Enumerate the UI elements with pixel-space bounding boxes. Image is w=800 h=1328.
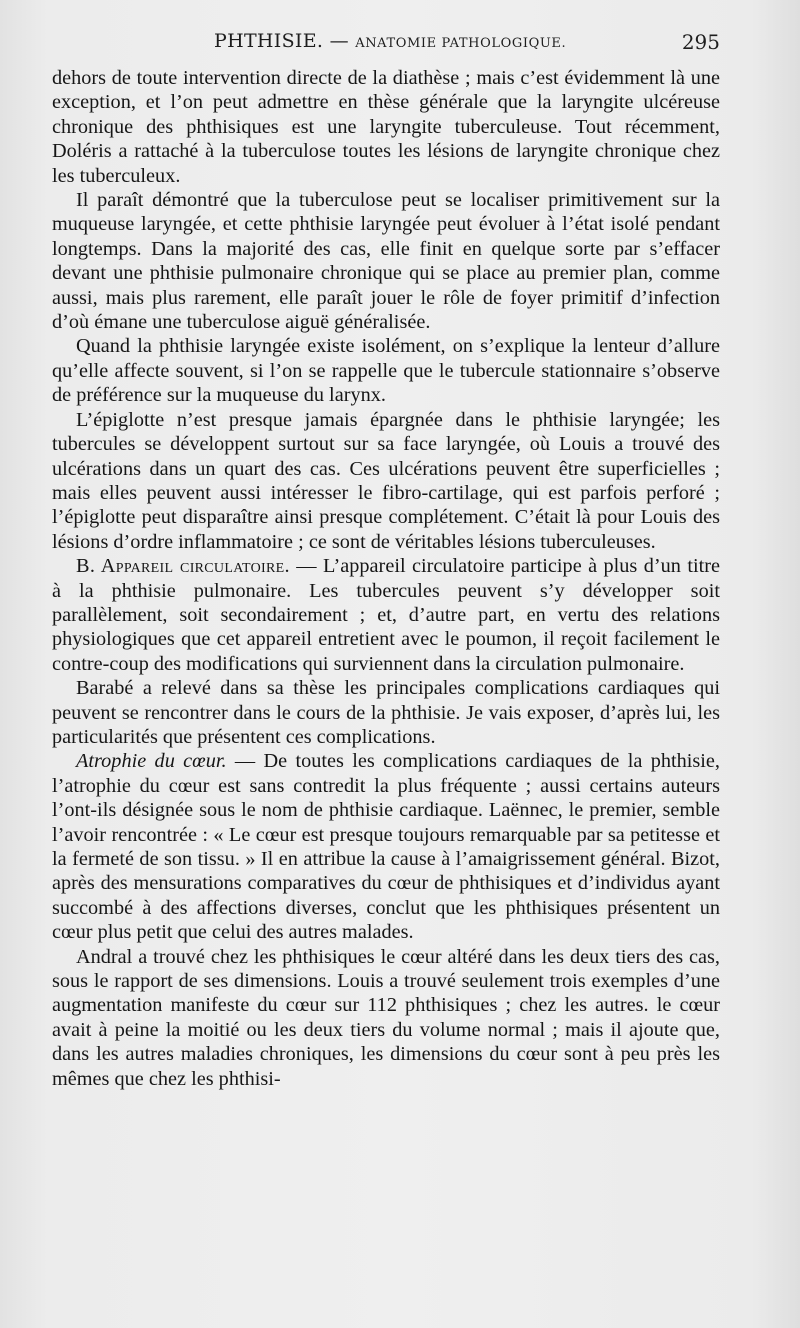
paragraph-4: L’épiglotte n’est presque jamais épargnée dans le phthisie laryngée; les tubercules se développent surtout sur sa face laryngée, où Louis a trouvé des ulcérations dans un quart des cas. Ces ulcérations peuvent être superficielles ; mais elles peuvent aussi intéresser le fibro-cartilage, qui est parfois perforé ; l’épiglotte peut disparaître ainsi presque complétement. C’était là pour Louis des lésions d’ordre inflammatoire ; ce sont de véritables lésions tuberculeuses. (52, 408, 720, 553)
paragraph-2: Il paraît démontré que la tuberculose peut se localiser primitivement sur la muqueuse laryngée, et cette phthisie laryngée peut évoluer à l’état isolé pendant longtemps. Dans la majorité des cas, elle finit en quelque sorte par s’effacer devant une phthisie pulmonaire chronique qui se place au premier plan, comme aussi, mais plus rarement, elle paraît jouer le rôle de foyer primitif d’infection d’où émane une tuberculose aiguë généralisée. (52, 189, 720, 334)
page-number: 295 (681, 30, 720, 54)
paragraph-7 (52, 749, 720, 944)
section-heading-circulatory: B. Appareil circulatoire. (76, 555, 290, 578)
subsection-heading-atrophy: Atrophie du cœur. (76, 750, 227, 773)
paragraph-6: Barabé a relevé dans sa thèse les principales complications cardiaques qui peuvent se rencontrer dans le cours de la phthisie. Je vais exposer, d’après lui, les particularités que présentent ces complications. (52, 677, 720, 748)
paragraph-1: dehors de toute intervention directe de la diathèse ; mais c’est évidemment là une exception, et l’on peut admettre en thèse générale que la laryngite ulcéreuse chronique des phthisiques est une laryngite tuberculeuse. Tout récemment, Doléris a rattaché à la tuberculose toutes les lésions de laryngite chronique chez les tuberculeux. (52, 67, 720, 187)
paragraph-7-text: — De toutes les complications cardiaques de la phthisie, l’atrophie du cœur est sans contredit la plus fréquente ; aussi certains auteurs l’ont-ils désignée sous le nom de phthisie cardiaque. Laënnec, le premier, semble l’avoir rencontrée : « Le cœur est presque toujours remarquable par sa petitesse et la fermeté de son tissu. » Il en attribue la cause à l’amaigrissement général. Bizot, après des mensurations comparatives du cœur de phthisiques et d’individus ayant succombé à des affections diverses, conclut que les phthisiques présentent un cœur plus petit que celui des autres malades. (52, 750, 721, 944)
paragraph-5-text: — L’appareil circulatoire participe à plus d’un titre à la phthisie pulmonaire. Les tubercules peuvent s’y développer soit parallèlement, soit secondairement ; et, d’autre part, en vertu des relations physiologiques que cet appareil entretient avec le poumon, il reçoit facilement le contre-coup des modifications qui surviennent dans la circulation pulmonaire. (52, 555, 720, 675)
body-text (52, 66, 720, 1091)
running-title-dash: — (323, 30, 356, 52)
running-header (52, 30, 720, 58)
running-title-sub: ANATOMIE PATHOLOGIQUE. (355, 36, 567, 51)
paragraph-5 (52, 554, 720, 676)
running-title-main: PHTHISIE. (214, 30, 324, 52)
paragraph-8: Andral a trouvé chez les phthisiques le cœur altéré dans les deux tiers des cas, sous le rapport de ses dimensions. Louis a trouvé seulement trois exemples d’une augmentation manifeste du cœur sur 112 phthisiques ; chez les autres. le cœur avait à peine la moitié ou les deux tiers du volume normal ; mais il ajoute que, dans les autres maladies chroniques, les dimensions du cœur sont à peu près les mêmes que chez les phthisi- (52, 945, 720, 1090)
running-title (214, 30, 566, 52)
paragraph-3: Quand la phthisie laryngée existe isolément, on s’explique la lenteur d’allure qu’elle affecte souvent, si l’on se rappelle que le tubercule stationnaire s’observe de préférence sur la muqueuse du larynx. (52, 335, 720, 407)
